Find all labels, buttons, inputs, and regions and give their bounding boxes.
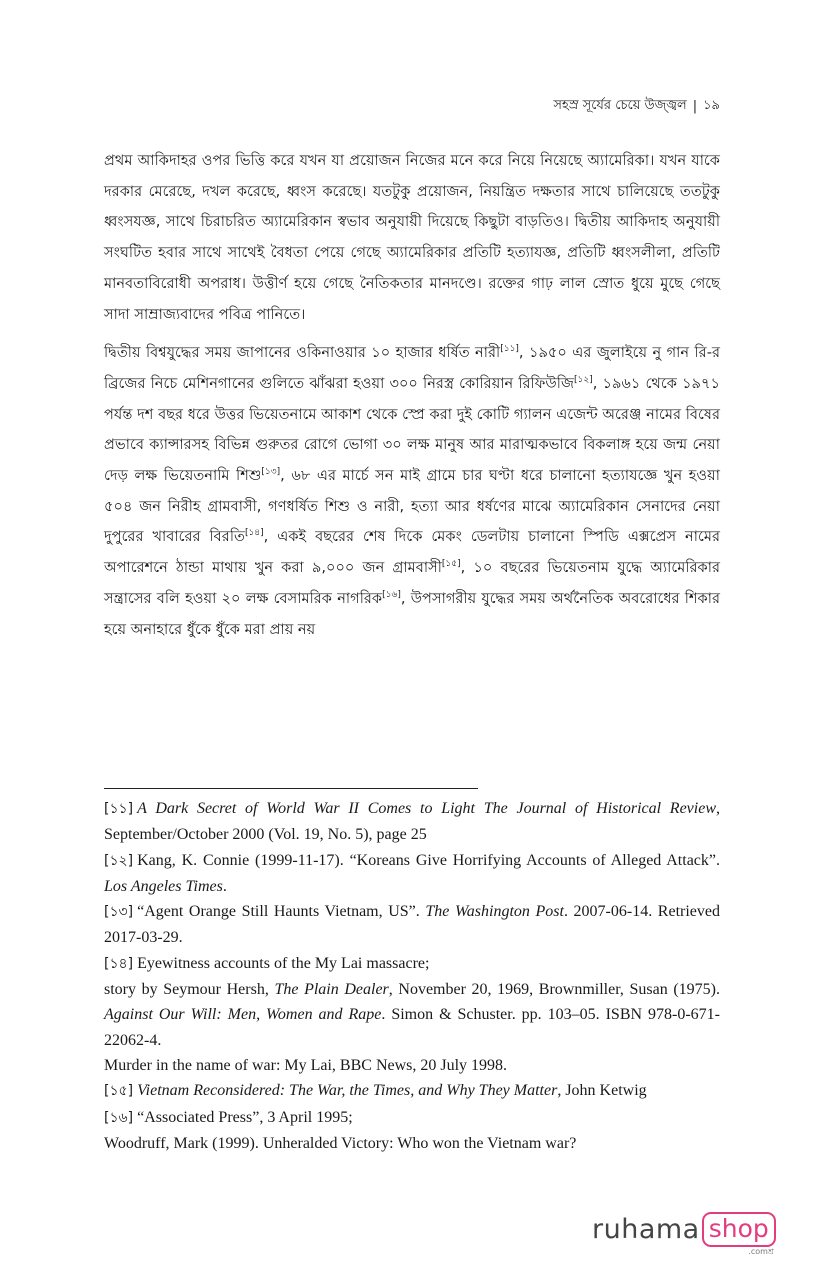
footnote-14 — [104, 951, 720, 977]
text-segment: , ১৯৫০ এর জুলাইয়ে নু গান রি-র ব্রিজের নিচে মেশিনগানের গুলিতে ঝাঁঝরা হওয়া ৩০০ নিরস্ত্র কোরিয়ান রিফিউজি — [104, 344, 720, 392]
footnote-text: , November 20, 1969, Brownmiller, Susan (1975). — [388, 981, 721, 999]
footnote-ref-13[interactable]: [১৩] — [261, 467, 281, 478]
footnote-number: [১১] — [104, 801, 134, 817]
footnote-number: [১৬] — [104, 1109, 134, 1126]
footnote-14-extra: Murder in the name of war: My Lai, BBC News, 20 July 1998. — [104, 1056, 508, 1074]
logo-dotcom: .comশ্র — [748, 1247, 774, 1256]
footnote-text: . — [222, 877, 227, 895]
footnote-16 — [104, 1105, 720, 1131]
text-segment: , ১৯৬১ থেকে ১৯৭১ পর্যন্ত দশ বছর ধরে উত্তর ভিয়েতনামে আকাশ থেকে স্প্রে করা দুই কোটি গ্যালন এজেন্ট অরেঞ্জ নামের বিষের প্রভাবে ক্যান্সারসহ বিভিন্ন গুরুতর রোগে ভোগা ৩০ লক্ষ মানুষ আর মারাত্মকভাবে বিকলাঙ্গ হয়ে জন্ম নেয়া দেড় লক্ষ ভিয়েতনামি শিশু — [104, 374, 720, 485]
text-segment: , উপসাগরীয় যুদ্ধের সময় অর্থনৈতিক অবরোধের শিকার হয়ে অনাহারে ধুঁকে ধুঁকে মরা প্রায় নয় — [104, 589, 721, 638]
footnote-ref-14[interactable]: [১৪] — [244, 528, 264, 539]
paragraph-1: প্রথম আকিদাহর ওপর ভিত্তি করে যখন যা প্রয়োজন নিজের মনে করে নিয়ে নিয়েছে অ্যামেরিকা। যখন যাকে দরকার মেরেছে, দখল করেছে, ধ্বংস করেছে। যতটুকু প্রয়োজন, নিয়ন্ত্রিত দক্ষতার সাথে চালিয়েছে ততটুকু ধ্বংসযজ্ঞ, সাথে চিরাচরিত অ্যামেরিকান স্বভাব অনুযায়ী দিয়েছে কিছুটা বাড়তিও। দ্বিতীয় আকিদাহ অনুযায়ী সংঘটিত হবার সাথে সাথেই বৈধতা পেয়ে গেছে অ্যামেরিকার প্রতিটি হত্যাযজ্ঞ, প্রতিটি ধ্বংসলীলা, প্রতিটি মানবতাবিরোধী অপরাধ। উত্তীর্ণ হয়ে গেছে নৈতিকতার মানদণ্ডে। রক্তের গাঢ় লাল স্রোত ধুয়ে মুছে গেছে সাদা সাম্রাজ্যবাদের পবিত্র পানিতে। — [104, 152, 720, 323]
footnote-text: , September/October 2000 (Vol. 19, No. 5), page 25 — [104, 800, 720, 844]
footnote-16-cont: Woodruff, Mark (1999). Unheralded Victory: Who won the Vietnam war? — [104, 1134, 577, 1152]
footnote-number: [১৪] — [104, 955, 134, 972]
footnote-title: Vietnam Reconsidered: The War, the Times, and Why They Matter — [137, 1082, 558, 1100]
footnote-11 — [104, 796, 720, 848]
running-header — [553, 96, 720, 117]
footnote-ref-16[interactable]: [১৬] — [382, 589, 401, 600]
main-text — [104, 146, 720, 653]
footnote-text: Eyewitness accounts of the My Lai massacre; — [137, 954, 430, 972]
footnotes — [104, 796, 720, 1156]
paragraph-2 — [104, 338, 720, 645]
text-segment: , একই বছরের শেষ দিকে মেকং ডেলটায় চালানো স্পিডি এক্সপ্রেস নামের অপারেশনে ঠান্ডা মাথায় খুন করা ৯,০০০ জন গ্রামবাসী — [104, 528, 720, 577]
footnote-number: [১৩] — [104, 904, 134, 921]
footnote-text: , John Ketwig — [557, 1082, 647, 1100]
footnote-15 — [104, 1078, 720, 1104]
footnote-14-cont — [104, 977, 720, 1053]
footnote-publication: The Washington Post — [425, 903, 564, 921]
text-segment: , ১০ বছরের ভিয়েতনাম যুদ্ধে অ্যামেরিকার সন্ত্রাসের বলি হওয়া ২০ লক্ষ বেসামরিক নাগরিক — [104, 559, 720, 607]
logo-ruhama-text: ruhama — [592, 1214, 700, 1245]
header-separator: | — [692, 99, 698, 114]
footnote-divider — [104, 788, 478, 789]
footnote-book: Against Our Will: Men, Women and Rape — [104, 1006, 382, 1024]
footnote-ref-15[interactable]: [১৫] — [441, 559, 461, 570]
footnote-text: “Associated Press”, 3 April 1995; — [137, 1108, 353, 1126]
footnote-title: A Dark Secret of World War II Comes to Light The Journal of Historical Review — [137, 800, 716, 817]
footnote-13 — [104, 899, 720, 951]
text-segment: , ৬৮ এর মার্চে সন মাই গ্রামে চার ঘণ্টা ধরে চালানো হত্যাযজ্ঞে খুন হওয়া ৫০৪ জন নিরীহ গ্রামবাসী, গণধর্ষিত শিশু ও নারী, হত্যা আর ধর্ষণের মাঝে অ্যামেরিকান সেনাদের নেয়া দুপুরের খাবারের বিরতি — [104, 467, 720, 546]
footnote-text: “Agent Orange Still Haunts Vietnam, US”. — [137, 903, 420, 921]
footnote-ref-11[interactable]: [১১] — [500, 344, 519, 355]
footnote-number: [১৫] — [104, 1083, 134, 1100]
ruhamashop-logo — [592, 1212, 776, 1256]
footnote-text: . 2007-06-14. Retrieved 2017-03-29. — [104, 903, 720, 947]
footnote-publication: The Plain Dealer — [274, 981, 389, 999]
page-number: ১৯ — [703, 98, 720, 113]
footnote-text: . Simon & Schuster. pp. 103–05. ISBN 978-0-671-22062-4. — [104, 1006, 720, 1049]
footnote-publication: Los Angeles Times — [104, 877, 223, 895]
footnote-12 — [104, 848, 720, 900]
footnote-text: Kang, K. Connie (1999-11-17). “Koreans Give Horrifying Accounts of Alleged Attack”. — [137, 851, 720, 869]
logo-shop-badge: shop — [702, 1212, 776, 1247]
header-title: সহস্র সূর্যের চেয়ে উজ্জ্বল — [553, 98, 687, 113]
text-segment: দ্বিতীয় বিশ্বযুদ্ধের সময় জাপানের ওকিনাওয়ার ১০ হাজার ধর্ষিত নারী — [104, 344, 501, 362]
footnote-text: story by Seymour Hersh, — [104, 981, 269, 999]
footnote-number: [১২] — [104, 852, 134, 869]
footnote-ref-12[interactable]: [১২] — [574, 375, 593, 386]
